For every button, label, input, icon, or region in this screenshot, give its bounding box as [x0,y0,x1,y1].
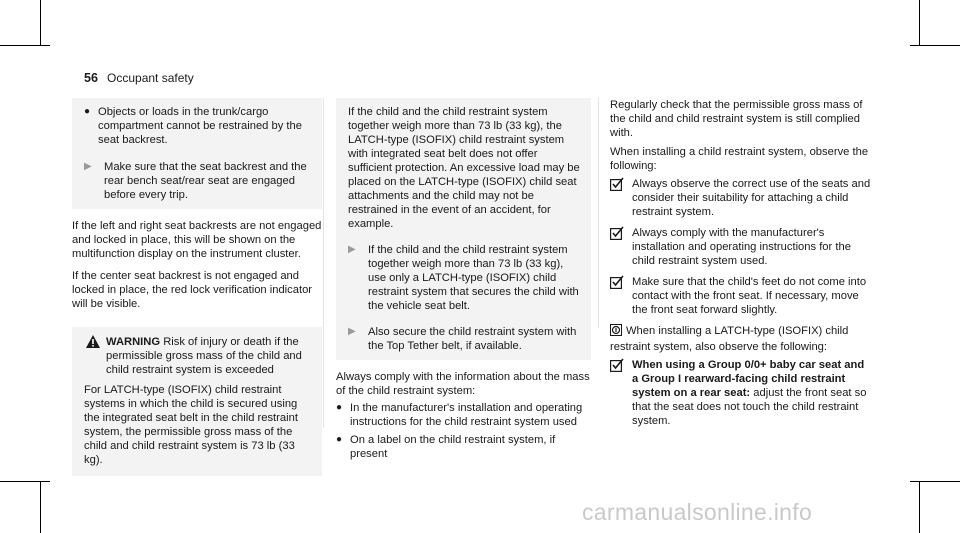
list-item: ● On a label on the child restraint system, if present [336,434,556,460]
column-divider [598,98,599,328]
instruction-step: ▶ Also secure the child restraint system with the Top Tether belt, if available. [348,326,577,352]
crop-mark [910,481,960,482]
watermark: carmanualsonline.info [582,499,813,525]
body-paragraph: When installing a child restraint system, observe the following: [610,146,869,172]
checkbox-check-icon [610,177,632,219]
body-paragraph: If the center seat backrest is not engaged and locked in place, the red lock verification indicator will be visible. [72,270,313,310]
crop-mark [0,45,50,46]
checklist-item: Always observe the correct use of the seats and consider their suitability for attaching a child restraint system. [610,177,872,219]
crop-mark [0,481,50,482]
checklist-item: When using a Group 0/0+ baby car seat and a Group I rearward-facing child restraint system on a rear seat: adjust the front seat so that the seat does not touch the child restraint system. [610,358,872,428]
section-title: Occupant safety [107,71,194,85]
page-header [84,71,194,86]
bullet-icon: ● [84,106,91,117]
warning-box [72,327,322,476]
checkbox-check-icon [610,358,632,428]
warning-title: Risk of injury or death if the permissible gross mass of the child and child restraint system is exceeded [106,336,302,376]
play-arrow-icon: ▶ [348,244,356,255]
info-box [72,98,322,209]
column-left [72,98,322,476]
checklist-item: Make sure that the child's feet do not come into contact with the front seat. If necessary, move the front seat forward slightly. [610,275,872,317]
info-icon [610,324,622,340]
bullet-icon: ● [336,402,343,413]
play-arrow-icon: ▶ [84,161,92,172]
info-paragraph: When installing a LATCH-type (ISOFIX) child restraint system, also observe the following: [610,325,849,353]
list-item: ● In the manufacturer's installation and operating instructions for the child restraint system used [336,402,583,428]
warning-continuation-box: If the child and the child restraint system together weigh more than 73 lb (33 kg), the LATCH-type (ISOFIX) child restraint system with integrated seat belt does not offer sufficient protection. An excessive load may be placed on the LATCH-type (ISOFIX) child seat attachments and the child may not be restrained in the event of an accident, for example. ▶ If the child and the child restraint system together weigh more than 73 lb (33 kg), use only a LATCH-type (ISOFIX) child restraint system that secures the child with the vehicle seat belt. ▶ Also secure the child restraint system with the Top Tether belt, if available. [336,98,591,360]
column-right [610,98,872,435]
column-middle [336,98,591,465]
crop-mark [919,0,920,46]
checklist-item: Always comply with the manufacturer's installation and operating instructions for the child restraint system used. [610,226,872,268]
crop-mark [919,481,920,533]
crop-mark [40,0,41,46]
column-divider [323,98,324,428]
play-arrow-icon: ▶ [348,326,356,337]
body-paragraph: Always comply with the information about the mass of the child restraint system: [336,371,590,397]
instruction-step: ▶ If the child and the child restraint system together weigh more than 73 lb (33 kg), use only a LATCH-type (ISOFIX) child restraint system that secures the child with the vehicle seat belt. [348,244,579,312]
page-number: 56 [84,71,98,85]
warning-body: For LATCH-type (ISOFIX) child restraint systems in which the child is secured using the integrated seat belt in the child restraint system, the permissible gross mass of the child and child restraint system is 73 lb (33 kg). [84,384,298,466]
warning-label: WARNING [106,336,161,348]
checkbox-check-icon [610,226,632,268]
body-paragraph: If the left and right seat backrests are not engaged and locked in place, this will be shown on the multifunction display on the instrument cluster. [72,220,322,260]
list-item: ● Objects or loads in the trunk/cargo compartment cannot be restrained by the seat backrest. [84,106,302,146]
crop-mark [40,481,41,533]
crop-mark [910,45,960,46]
body-paragraph: Regularly check that the permissible gross mass of the child and child restraint system is still complied with. [610,99,863,139]
bullet-icon: ● [336,434,343,445]
checkbox-check-icon [610,275,632,317]
warning-triangle-icon [84,335,106,377]
instruction-step: ▶ Make sure that the seat backrest and the rear bench seat/rear seat are engaged before every trip. [84,161,307,201]
